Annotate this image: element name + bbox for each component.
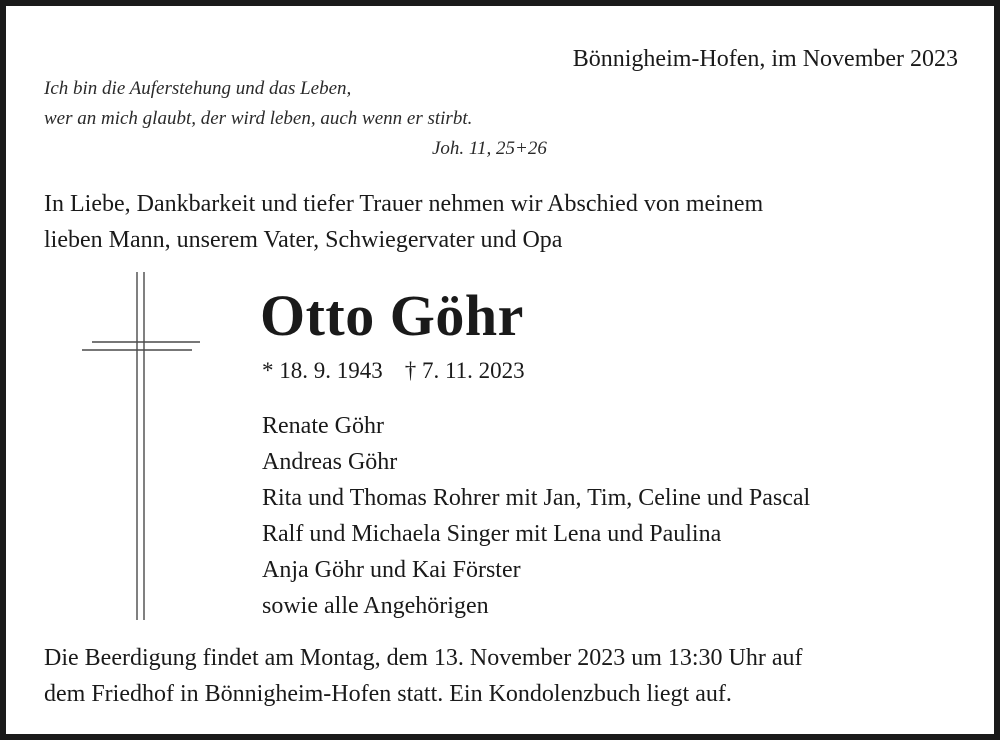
mourner-item: Rita und Thomas Rohrer mit Jan, Tim, Celine und Pascal bbox=[262, 485, 811, 511]
verse-line-1: Ich bin die Auferstehung und das Leben, bbox=[44, 78, 352, 99]
death-date: † 7. 11. 2023 bbox=[404, 358, 525, 383]
cross-icon bbox=[82, 272, 202, 620]
deceased-name: Otto Göhr bbox=[260, 283, 524, 348]
mourner-item: Renate Göhr bbox=[262, 413, 384, 439]
intro-line-1: In Liebe, Dankbarkeit und tiefer Trauer nehmen wir Abschied von meinem bbox=[44, 191, 764, 217]
mourner-item: sowie alle Angehörigen bbox=[262, 593, 489, 619]
birth-date: * 18. 9. 1943 bbox=[262, 358, 383, 383]
mourner-item: Ralf und Michaela Singer mit Lena und Paulina bbox=[262, 521, 722, 547]
intro-text bbox=[44, 186, 763, 258]
bible-verse bbox=[44, 74, 547, 164]
funeral-line-1: Die Beerdigung findet am Montag, dem 13. November 2023 um 13:30 Uhr auf bbox=[44, 645, 803, 671]
funeral-details bbox=[44, 640, 803, 712]
mourner-item: Andreas Göhr bbox=[262, 449, 398, 475]
verse-reference: Joh. 11, 25+26 bbox=[432, 138, 547, 159]
verse-line-2: wer an mich glaubt, der wird leben, auch wenn er stirbt. bbox=[44, 108, 473, 129]
funeral-line-2: dem Friedhof in Bönnigheim-Hofen statt. Ein Kondolenzbuch liegt auf. bbox=[44, 681, 732, 707]
mourners-list bbox=[262, 408, 810, 624]
place-and-date: Bönnigheim-Hofen, im November 2023 bbox=[572, 46, 958, 72]
mourner-item: Anja Göhr und Kai Förster bbox=[262, 557, 521, 583]
life-dates bbox=[262, 358, 525, 384]
intro-line-2: lieben Mann, unserem Vater, Schwiegervater und Opa bbox=[44, 227, 563, 253]
